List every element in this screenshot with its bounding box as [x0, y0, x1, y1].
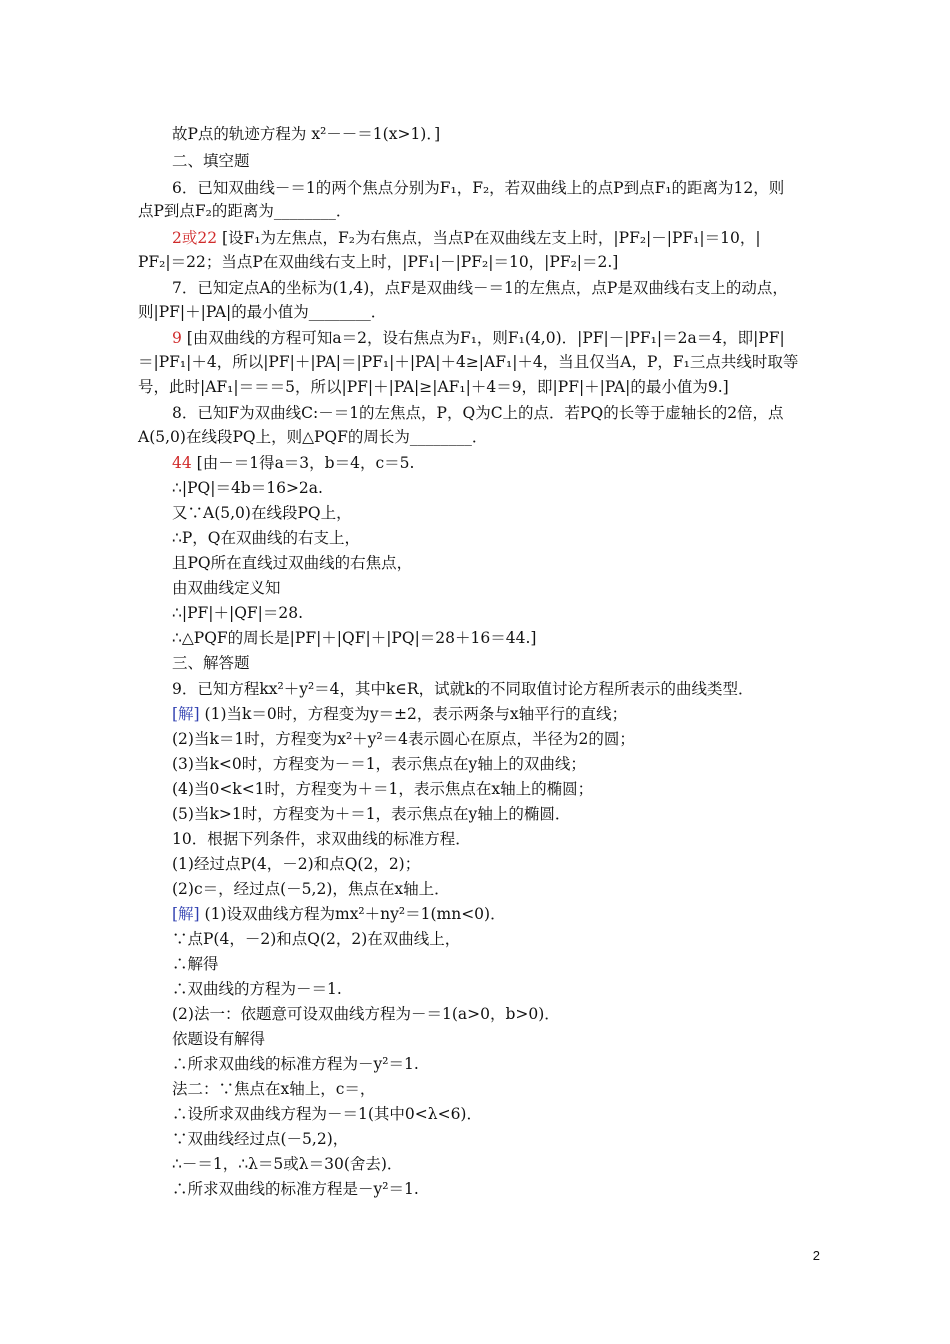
line-text: (5)当k>1时，方程变为＋＝1，表示焦点在y轴上的椭圆． [172, 805, 571, 823]
answer-label: 9 [172, 329, 182, 347]
text-line [172, 829, 471, 849]
line-text: ∴P，Q在双曲线的右支上， [172, 529, 360, 547]
text-line [172, 403, 784, 423]
text-line [172, 1154, 402, 1174]
line-text: 法二：∵焦点在x轴上，c＝， [172, 1080, 376, 1098]
line-text: 二、填空题 [172, 152, 250, 170]
text-line [172, 929, 460, 949]
text-line [172, 628, 536, 648]
solution-tag: [解] [172, 705, 200, 723]
line-text: ∴△PQF的周长是|PF|＋|QF|＋|PQ|＝28＋16＝44.] [172, 629, 537, 647]
line-text: ∴－＝1，∴λ＝5或λ＝30(舍去)． [172, 1155, 403, 1173]
line-text: [由－＝1得a＝3，b＝4，c＝5. [191, 454, 415, 472]
text-line [172, 124, 440, 144]
text-line [172, 653, 250, 673]
line-text: ∴|PF|＋|QF|＝28. [172, 604, 304, 622]
text-line [138, 302, 386, 322]
text-line [138, 352, 798, 372]
line-text: 号，此时|AF₁|＝＝＝5，所以|PF|＋|PA|≥|AF₁|＋4＝9，即|PF|＋|PA|的最小值为9.] [138, 378, 729, 396]
line-text: (1)设双曲线方程为mx²＋ny²＝1(mn<0)． [199, 905, 506, 923]
text-line [172, 1004, 560, 1024]
line-text: (1)当k＝0时，方程变为y＝±2，表示两条与x轴平行的直线； [199, 705, 628, 723]
line-text: 点P到点F₂的距离为________． [138, 202, 352, 220]
text-line [172, 904, 506, 924]
text-line [172, 553, 412, 573]
line-text: (2)c＝，经过点(－5,2)，焦点在x轴上． [172, 880, 450, 898]
text-line [172, 979, 342, 999]
text-line [172, 729, 635, 749]
text-line [172, 804, 570, 824]
text-line [172, 1104, 482, 1124]
text-line [172, 503, 352, 523]
text-line [172, 779, 593, 799]
line-text: ∴设所求双曲线方程为－＝1(其中0<λ<6)． [172, 1105, 482, 1123]
text-line [138, 427, 487, 447]
text-line [138, 201, 351, 221]
line-text: (1)经过点P(4，－2)和点Q(2，2)； [172, 855, 421, 873]
solution-tag: [解] [172, 905, 200, 923]
line-text: 又∵A(5,0)在线段PQ上， [172, 504, 352, 522]
text-line [172, 879, 450, 899]
text-line [172, 1179, 419, 1199]
text-line [172, 528, 360, 548]
line-text: 且PQ所在直线过双曲线的右焦点， [172, 554, 413, 572]
text-line [172, 854, 420, 874]
text-line [172, 578, 281, 598]
line-text: ∴双曲线的方程为－＝1. [172, 980, 342, 998]
text-line [172, 679, 753, 699]
text-line [172, 1129, 348, 1149]
line-text: (2)当k＝1时，方程变为x²＋y²＝4表示圆心在原点，半径为2的圆； [172, 730, 635, 748]
line-text: ＝|PF₁|＋4，所以|PF|＋|PA|＝|PF₁|＋|PA|＋4≥|AF₁|＋4，当且仅当A，P，F₁三点共线时取等 [138, 353, 799, 371]
line-text: 由双曲线定义知 [172, 579, 281, 597]
line-text: [设F₁为左焦点，F₂为右焦点，当点P在双曲线左支上时，|PF₂|－|PF₁|＝10，| [217, 229, 761, 247]
line-text: (3)当k<0时，方程变为－＝1，表示焦点在y轴上的双曲线； [172, 755, 586, 773]
text-line [172, 478, 323, 498]
text-line [172, 603, 303, 623]
line-text: ∵双曲线经过点(－5,2)， [172, 1130, 349, 1148]
line-text: A(5,0)在线段PQ上，则△PQF的周长为________． [138, 428, 488, 446]
text-line [172, 704, 627, 724]
line-text: ∵点P(4，－2)和点Q(2，2)在双曲线上， [172, 930, 461, 948]
text-line [172, 1079, 375, 1099]
text-line [172, 453, 414, 473]
line-text: 则|PF|＋|PA|的最小值为________． [138, 303, 387, 321]
line-text: 三、解答题 [172, 654, 250, 672]
line-text: ∴所求双曲线的标准方程是－y²＝1. [172, 1180, 419, 1198]
line-text: 9．已知方程kx²＋y²＝4，其中k∈R，试就k的不同取值讨论方程所表示的曲线类型． [172, 680, 754, 698]
line-text: PF₂|＝22；当点P在双曲线右支上时，|PF₁|－|PF₂|＝10，|PF₂|＝2.] [138, 253, 619, 271]
line-text: [由双曲线的方程可知a＝2，设右焦点为F₁，则F₁(4,0)．|PF|－|PF₁|＝2a＝4，即|PF| [181, 329, 785, 347]
text-line [172, 754, 586, 774]
text-line [172, 228, 761, 248]
line-text: 故P点的轨迹方程为 x²－－＝1(x>1)．] [172, 125, 441, 143]
line-text: (2)法一：依题意可设双曲线方程为－＝1(a>0，b>0)． [172, 1005, 560, 1023]
text-line [138, 252, 618, 272]
page-number: 2 [812, 1248, 820, 1263]
line-text: 7．已知定点A的坐标为(1,4)，点F是双曲线－＝1的左焦点，点P是双曲线右支上的动点， [172, 279, 788, 297]
text-line [172, 151, 250, 171]
text-line [172, 178, 784, 198]
line-text: ∴|PQ|＝4b＝16>2a. [172, 479, 323, 497]
answer-label: 2或22 [172, 229, 218, 247]
text-line [172, 1054, 419, 1074]
line-text: 6．已知双曲线－＝1的两个焦点分别为F₁，F₂，若双曲线上的点P到点F₁的距离为12，则 [172, 179, 785, 197]
line-text: ∴所求双曲线的标准方程为－y²＝1. [172, 1055, 419, 1073]
line-text: 10．根据下列条件，求双曲线的标准方程． [172, 830, 471, 848]
line-text: ∴解得 [172, 955, 219, 973]
text-line [172, 328, 785, 348]
text-line [172, 954, 219, 974]
text-line [138, 377, 729, 397]
line-text: 8．已知F为双曲线C:－＝1的左焦点，P，Q为C上的点．若PQ的长等于虚轴长的2倍，点 [172, 404, 784, 422]
answer-label: 44 [172, 454, 192, 472]
text-line [172, 1029, 265, 1049]
text-line [172, 278, 788, 298]
line-text: (4)当0<k<1时，方程变为＋＝1，表示焦点在x轴上的椭圆； [172, 780, 594, 798]
line-text: 依题设有解得 [172, 1030, 266, 1048]
